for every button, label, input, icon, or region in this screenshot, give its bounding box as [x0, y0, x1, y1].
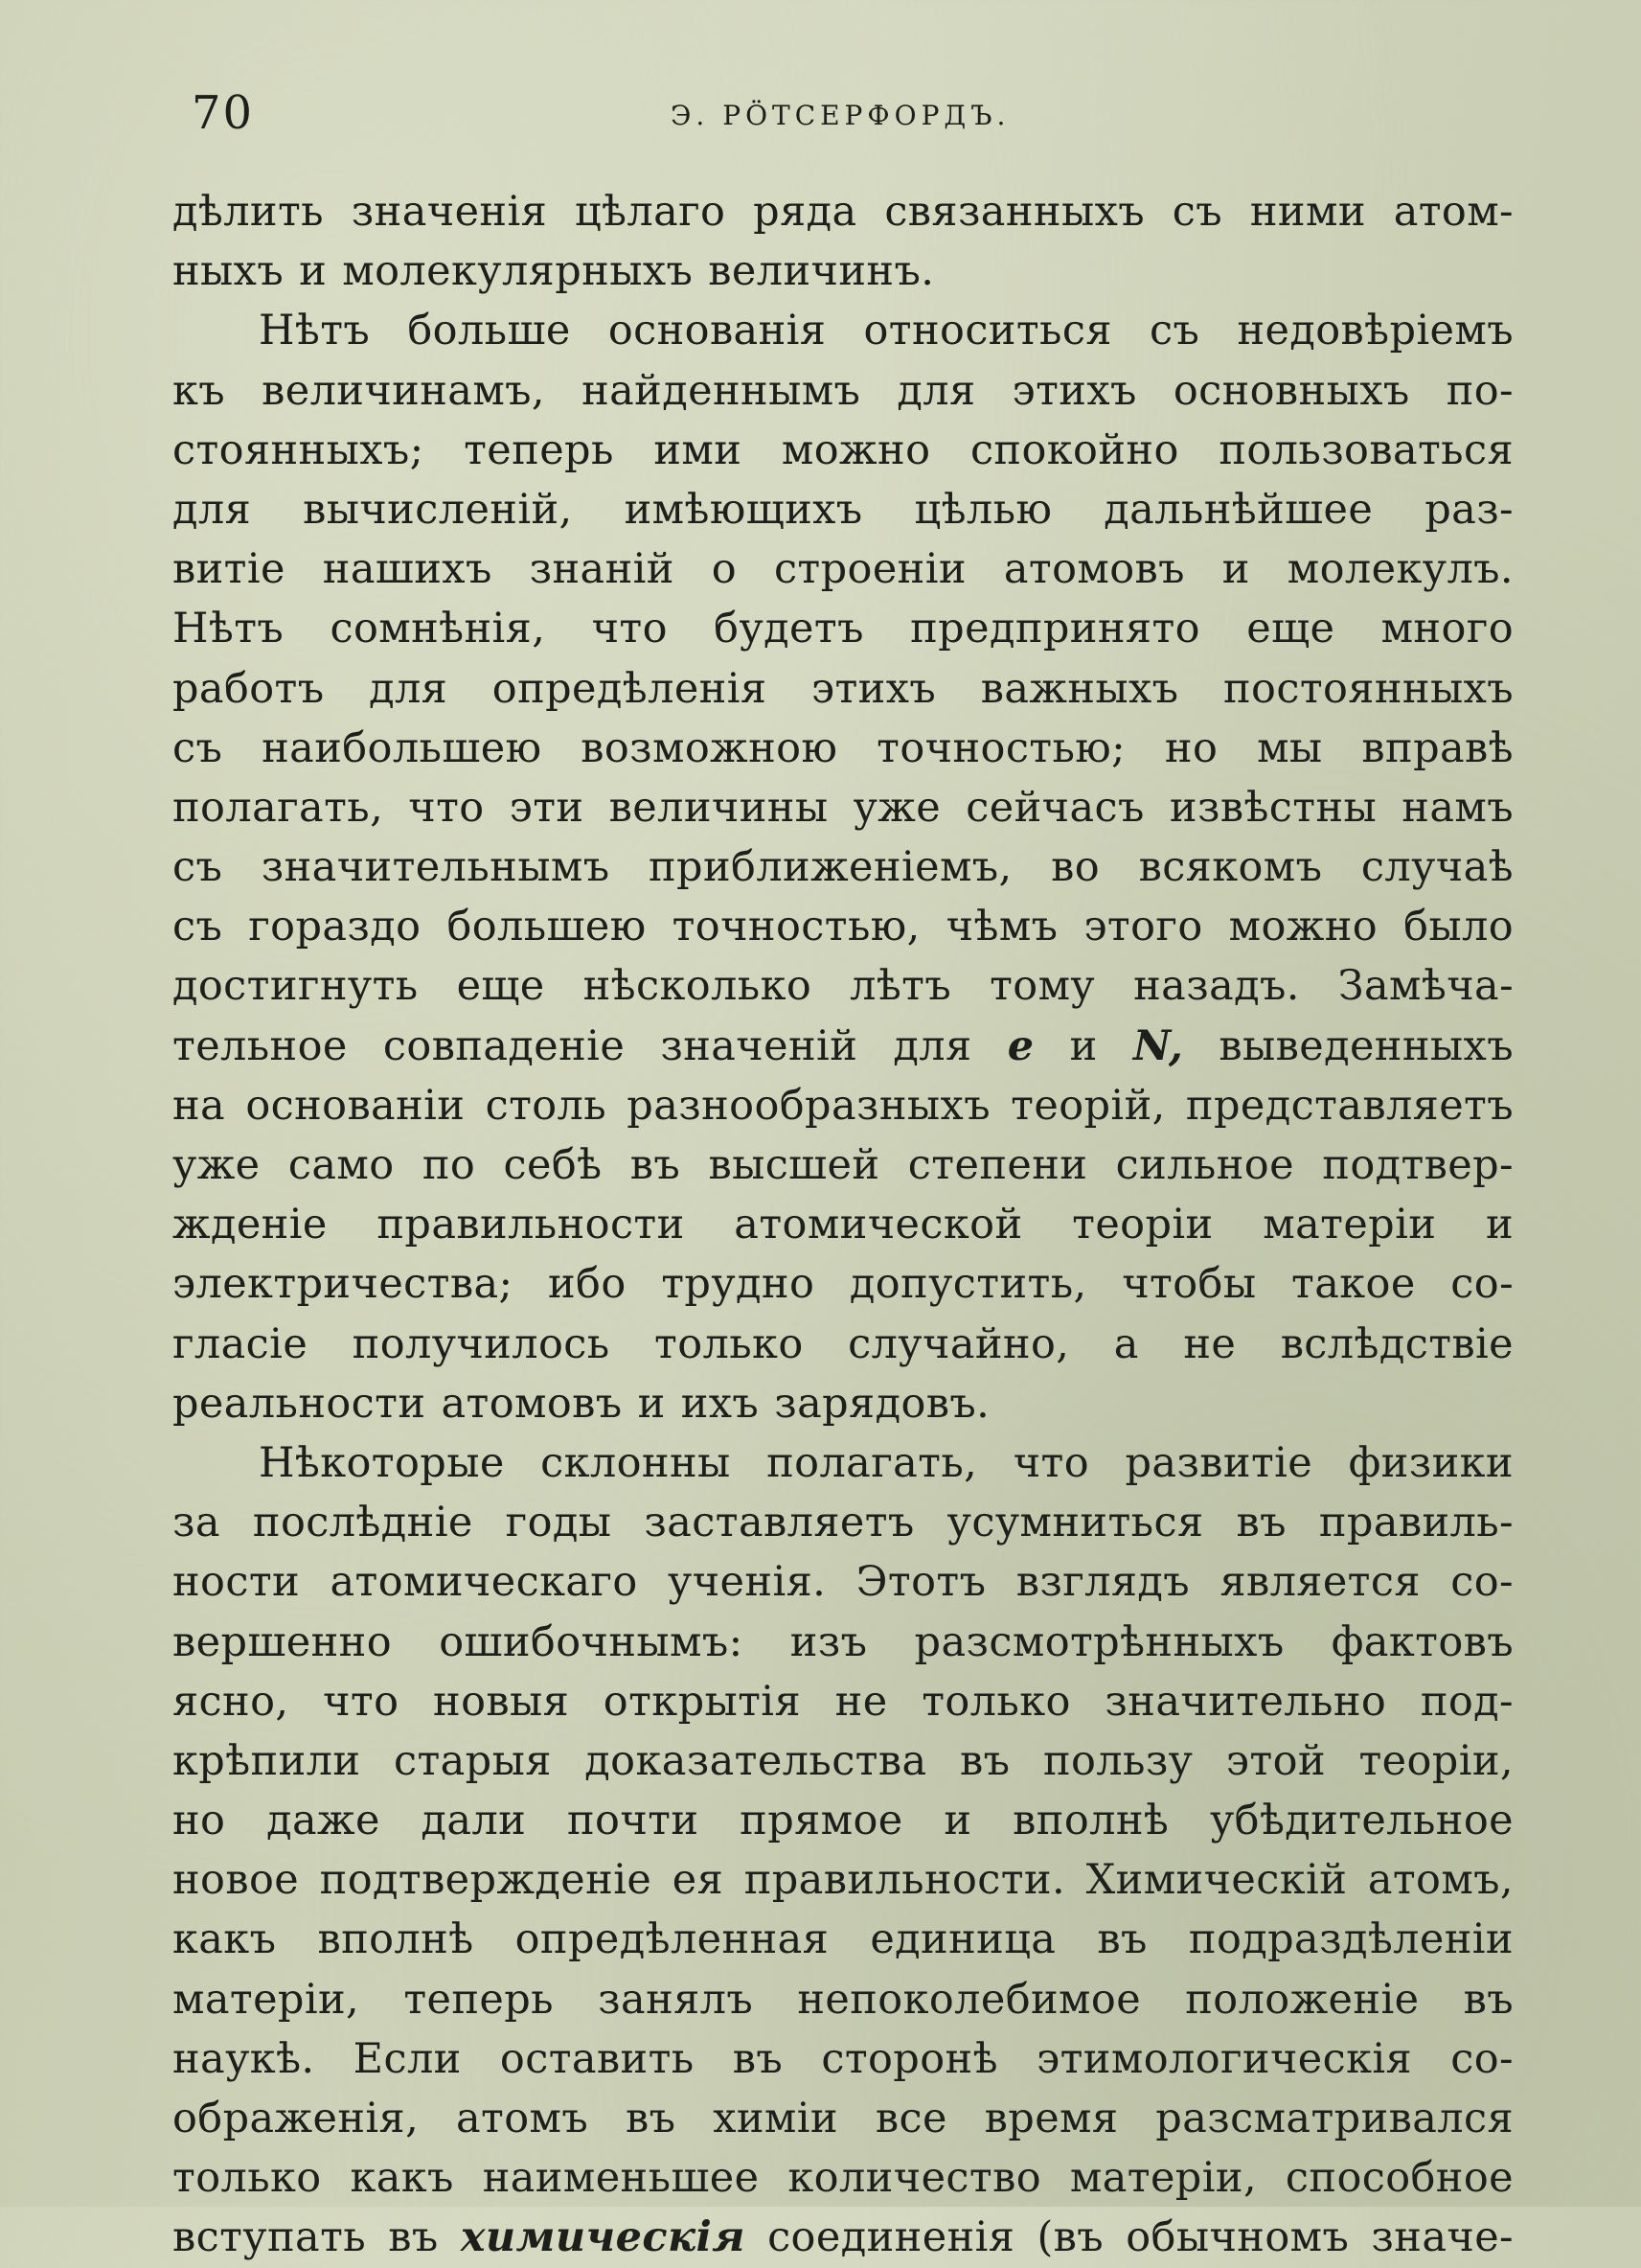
text-line: новое подтвержденіе ея правильности. Химическій атомъ, [172, 1856, 1514, 1905]
text-line: Нѣкоторые склонны полагать, что развитіе физики [259, 1438, 1514, 1487]
text-segment: тельное совпаденіе значеній для [172, 1021, 972, 1070]
paragraph [172, 1433, 1514, 2268]
text-line: дѣлить значенія цѣлаго ряда связанныхъ съ ними атом- [172, 188, 1514, 236]
paragraph [172, 301, 1514, 1433]
symbol-n: N, [1132, 1021, 1184, 1070]
text-line: для вычисленій, имѣющихъ цѣлью дальнѣйшее раз- [172, 485, 1514, 534]
symbol-e: e [1007, 1021, 1035, 1070]
body-text [172, 182, 1514, 2268]
text-line-with-symbols [172, 1017, 1514, 1076]
text-line: электричества; ибо трудно допустить, чтобы такое со- [172, 1260, 1514, 1309]
text-segment: и [1069, 1021, 1098, 1070]
text-segment: выведенныхъ [1219, 1021, 1514, 1070]
text-line: ности атомическаго ученія. Этотъ взглядъ является со- [172, 1558, 1514, 1607]
text-line: съ гораздо большею точностью, чѣмъ этого можно было [172, 903, 1514, 951]
text-line: только какъ наименьшее количество матеріи, способное [172, 2154, 1514, 2203]
text-line: какъ вполнѣ опредѣленная единица въ подраздѣленіи [172, 1915, 1514, 1964]
text-line-with-italic [172, 2208, 1514, 2267]
text-line: ясно, что новыя открытія не только значительно под- [172, 1677, 1514, 1726]
text-line: работъ для опредѣленія этихъ важныхъ постоянныхъ [172, 664, 1514, 713]
text-line: достигнуть еще нѣсколько лѣтъ тому назадъ. Замѣча- [172, 962, 1514, 1011]
text-line: вершенно ошибочнымъ: изъ разсмотрѣнныхъ фактовъ [172, 1617, 1514, 1666]
page-number: 70 [192, 86, 255, 140]
text-line: стоянныхъ; теперь ими можно спокойно пользоваться [172, 425, 1514, 474]
text-line: ображенія, атомъ въ химіи все время разсматривался [172, 2095, 1514, 2142]
text-line: гласіе получилось только случайно, а не вслѣдствіе [172, 1319, 1514, 1368]
text-line: Нѣтъ больше основанія относиться съ недовѣріемъ [259, 307, 1514, 355]
text-line: матеріи, теперь занялъ непоколебимое положеніе въ [172, 1975, 1514, 2024]
text-line: наукѣ. Если оставить въ сторонѣ этимологическія со- [172, 2034, 1514, 2083]
italic-word: химическія [460, 2213, 745, 2262]
text-segment: соединенія (въ обычномъ значе- [767, 2213, 1514, 2262]
running-title: Э. РӦТСЕРФОРДЪ. [671, 100, 1011, 131]
text-line: полагать, что эти величины уже сейчасъ извѣстны намъ [172, 783, 1514, 832]
text-line: съ значительнымъ приближеніемъ, во всякомъ случаѣ [172, 843, 1514, 892]
text-line: за послѣдніе годы заставляетъ усумниться въ правиль- [172, 1499, 1514, 1547]
text-segment: вступать въ [172, 2213, 439, 2262]
text-line: реальности атомовъ и ихъ зарядовъ. [172, 1379, 991, 1428]
text-line: уже само по себѣ въ высшей степени сильное подтвер- [172, 1141, 1514, 1189]
running-head [192, 84, 1514, 142]
paragraph [172, 182, 1514, 301]
text-line: ныхъ и молекулярныхъ величинъ. [172, 247, 935, 296]
text-line: жденіе правильности атомической теоріи матеріи и [172, 1201, 1514, 1249]
text-line: но даже дали почти прямое и вполнѣ убѣдительное [172, 1797, 1514, 1845]
text-line: съ наибольшею возможною точностью; но мы вправѣ [172, 723, 1514, 772]
text-line: витіе нашихъ знаній о строеніи атомовъ и молекулъ. [172, 545, 1514, 594]
text-line: на основаніи столь разнообразныхъ теорій, представляетъ [172, 1081, 1514, 1130]
text-line: крѣпили старыя доказательства въ пользу этой теоріи, [172, 1736, 1514, 1785]
text-line: къ величинамъ, найденнымъ для этихъ основныхъ по- [172, 366, 1514, 415]
text-line: Нѣтъ сомнѣнія, что будетъ предпринято еще много [172, 605, 1514, 653]
